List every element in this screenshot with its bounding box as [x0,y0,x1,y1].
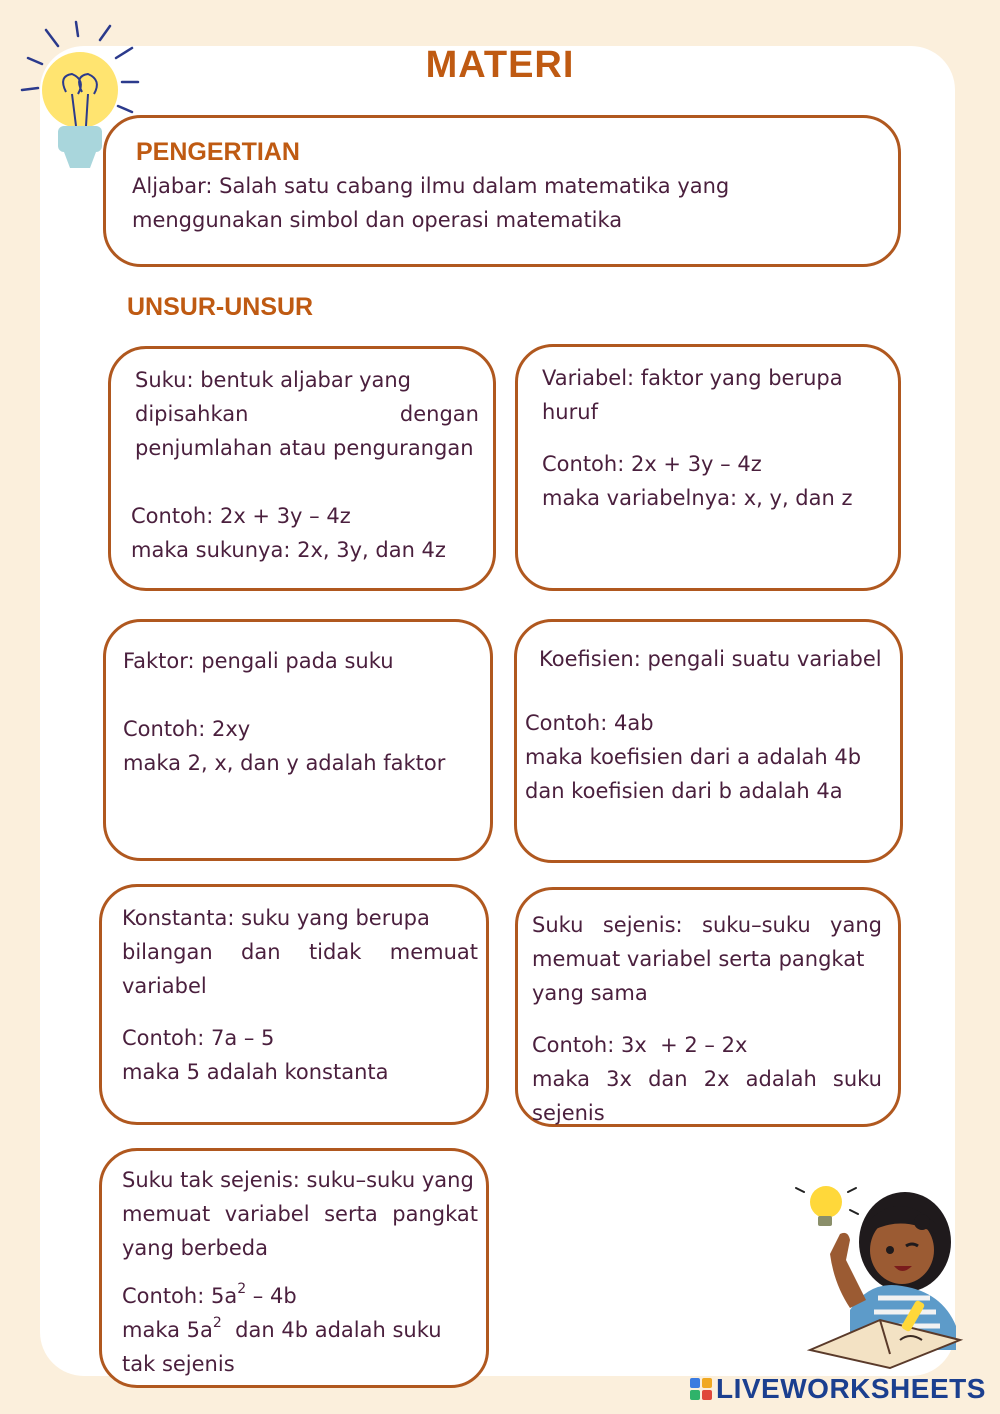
suku-def-line-3: penjumlahan atau pengurangan [135,436,474,460]
tak-sejenis-def-line-2: memuat variabel serta pangkat [122,1202,478,1226]
sejenis-result-1: maka 3x dan 2x adalah suku [532,1067,882,1091]
koefisien-example: Contoh: 4ab [525,711,654,735]
page-title: MATERI [425,44,575,86]
suku-sejenis-box [515,887,901,1127]
variabel-def-line-2: huruf [542,400,598,424]
koefisien-def: Koefisien: pengali suatu variabel [539,647,882,671]
footer-brand: LIVEWORKSHEETS [716,1373,986,1404]
suku-result: maka sukunya: 2x, 3y, dan 4z [131,538,446,562]
liveworksheets-mark-icon [690,1378,712,1400]
tak-sejenis-def-line-1: Suku tak sejenis: suku–suku yang [122,1168,474,1192]
pengertian-box [103,115,901,267]
unsur-heading: UNSUR-UNSUR [127,293,314,321]
tak-sejenis-result-1: maka $5a^2$ dan 4b adalah suku [122,1315,442,1342]
variabel-def-line-1: Variabel: faktor yang berupa [542,366,843,390]
konstanta-def-line-3: variabel [122,974,207,998]
variabel-box [515,344,901,591]
sejenis-def-line-1: Suku sejenis: suku–suku yang [532,913,882,937]
student-illustration [790,1180,970,1370]
sejenis-result-2: sejenis [532,1101,605,1125]
koefisien-result-2: dan koefisien dari b adalah 4a [525,779,843,803]
suku-tak-sejenis-box [99,1148,489,1388]
suku-def-line-2: dipisahkan dengan [135,402,479,426]
pengertian-line-2: menggunakan simbol dan operasi matematika [132,208,623,232]
sejenis-def-line-3: yang sama [532,981,648,1005]
tak-sejenis-def-line-3: yang berbeda [122,1236,268,1260]
faktor-box [103,619,493,861]
pengertian-heading: PENGERTIAN [136,138,300,166]
variabel-example: Contoh: 2x + 3y – 4z [542,452,762,476]
liveworksheets-logo [690,1372,990,1406]
pengertian-line-1: Aljabar: Salah satu cabang ilmu dalam matematika yang [132,174,730,198]
sejenis-example: Contoh: 3x + 2 – 2x [532,1033,748,1057]
faktor-def: Faktor: pengali pada suku [123,649,394,673]
faktor-example: Contoh: 2xy [123,717,251,741]
konstanta-box [99,884,489,1125]
variabel-result: maka variabelnya: x, y, dan z [542,486,853,510]
suku-def-line-1: Suku: bentuk aljabar yang [135,368,412,392]
konstanta-def-line-1: Konstanta: suku yang berupa [122,906,430,930]
sejenis-def-line-2: memuat variabel serta pangkat [532,947,865,971]
suku-example: Contoh: 2x + 3y – 4z [131,504,351,528]
koefisien-box [514,619,903,863]
konstanta-result: maka 5 adalah konstanta [122,1060,389,1084]
koefisien-result-1: maka koefisien dari a adalah 4b [525,745,862,769]
faktor-result: maka 2, x, dan y adalah faktor [123,751,446,775]
tak-sejenis-result-2: tak sejenis [122,1352,235,1376]
tak-sejenis-example: Contoh: $5a^2 - 4b$ [122,1281,297,1308]
konstanta-def-line-2: bilangan dan tidak memuat [122,940,478,964]
konstanta-example: Contoh: 7a – 5 [122,1026,275,1050]
suku-box [108,346,496,591]
